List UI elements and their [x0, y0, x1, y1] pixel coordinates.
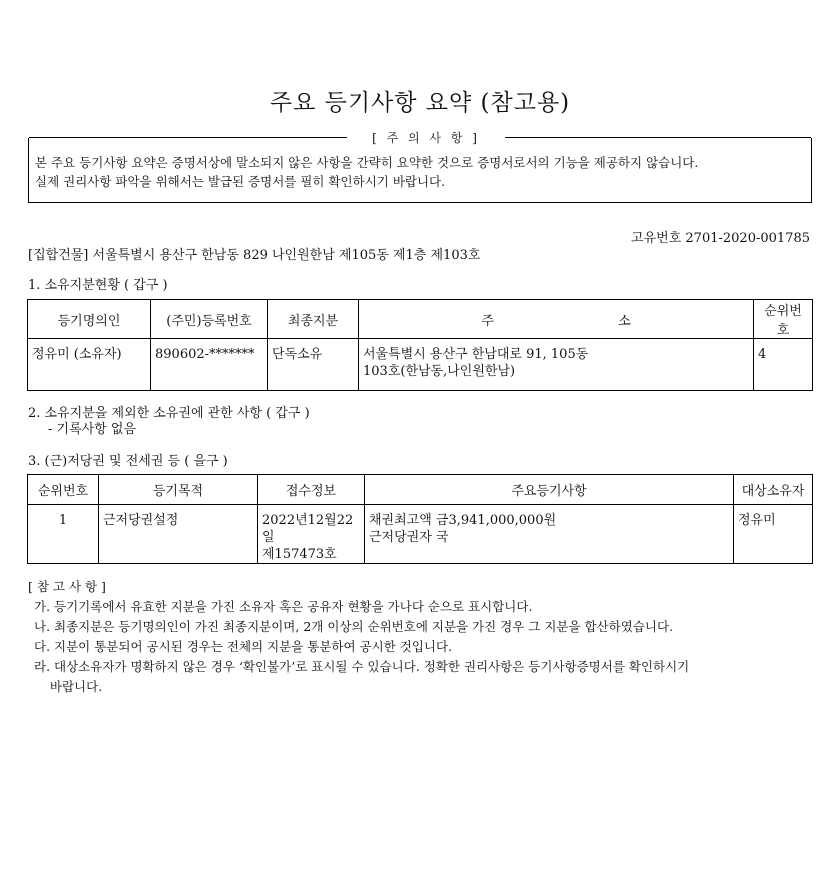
header-rank: 순위번호 [754, 300, 813, 339]
header-rank: 순위번호 [28, 475, 99, 505]
notice-line-2: 실제 권리사항 파악을 위해서는 발급된 증명서를 필히 확인하시기 바랍니다. [35, 174, 446, 189]
mortgage-detail [365, 505, 734, 564]
section2-note: - 기록사항 없음 [48, 422, 137, 437]
receipt-number: 제157473호 [262, 547, 337, 562]
table-header-row [28, 300, 813, 339]
notice-heading: [ 주 의 사 항 ] [372, 131, 480, 145]
address-line-2: 103호(한남동,나인원한남) [363, 364, 516, 379]
owner-rank: 4 [754, 339, 813, 391]
detail-line-2: 근저당권자 국 [369, 530, 449, 545]
receipt-date: 2022년12월22일 [262, 513, 354, 545]
mortgage-table [27, 474, 813, 564]
section3-title: 3. (근)저당권 및 전세권 등 ( 을구 ) [28, 454, 228, 469]
table-row [28, 505, 813, 564]
table-header-row [28, 475, 813, 505]
mortgage-purpose: 근저당권설정 [99, 505, 258, 564]
reference-item: 다. 지분이 통분되어 공시된 경우는 전체의 지분을 통분하여 공시한 것입니다. [34, 639, 453, 654]
ownership-table [27, 299, 813, 391]
header-receipt: 접수정보 [258, 475, 365, 505]
document-title: 주요 등기사항 요약 (참고용) [269, 90, 571, 116]
reference-item: 바랍니다. [34, 679, 103, 694]
mortgage-owner: 정유미 [734, 505, 813, 564]
reference-item: 가. 등기기록에서 유효한 지분을 가진 소유자 혹은 공유자 현황을 가나다 순으로 표시합니다. [34, 599, 533, 614]
reference-heading: [ 참 고 사 항 ] [28, 579, 106, 594]
header-reg-no: (주민)등록번호 [151, 300, 268, 339]
header-purpose: 등기목적 [99, 475, 258, 505]
reference-section [26, 577, 689, 697]
address-line-1: 서울특별시 용산구 한남대로 91, 105동 [363, 347, 589, 362]
header-owner: 대상소유자 [734, 475, 813, 505]
header-address: 주 소 [359, 300, 754, 339]
section2-title: 2. 소유지분을 제외한 소유권에 관한 사항 ( 갑구 ) [28, 406, 310, 421]
owner-address [359, 339, 754, 391]
header-share: 최종지분 [268, 300, 359, 339]
header-name: 등기명의인 [28, 300, 151, 339]
notice-line-1: 본 주요 등기사항 요약은 증명서상에 말소되지 않은 사항을 간략히 요약한 것으로 증명서로서의 기능을 제공하지 않습니다. [35, 155, 699, 170]
mortgage-rank: 1 [28, 505, 99, 564]
mortgage-receipt [258, 505, 365, 564]
unique-number: 고유번호 2701-2020-001785 [631, 231, 810, 246]
owner-reg-no: 890602-******* [151, 339, 268, 391]
reference-item: 라. 대상소유자가 명확하지 않은 경우 ‘확인불가’로 표시될 수 있습니다. 정확한 권리사항은 등기사항증명서를 확인하시기 [34, 659, 690, 674]
reference-item: 나. 최종지분은 등기명의인이 가진 최종지분이며, 2개 이상의 순위번호에 지분을 가진 경우 그 지분을 합산하였습니다. [34, 619, 674, 634]
table-row [28, 339, 813, 391]
header-detail: 주요등기사항 [365, 475, 734, 505]
notice-box [28, 131, 812, 203]
detail-line-1: 채권최고액 금3,941,000,000원 [369, 513, 557, 528]
property-description: [집합건물] 서울특별시 용산구 한남동 829 나인원한남 제105동 제1층 제103호 [28, 248, 481, 263]
owner-name: 정유미 (소유자) [28, 339, 151, 391]
section1-title: 1. 소유지분현황 ( 갑구 ) [28, 278, 168, 293]
owner-share: 단독소유 [268, 339, 359, 391]
